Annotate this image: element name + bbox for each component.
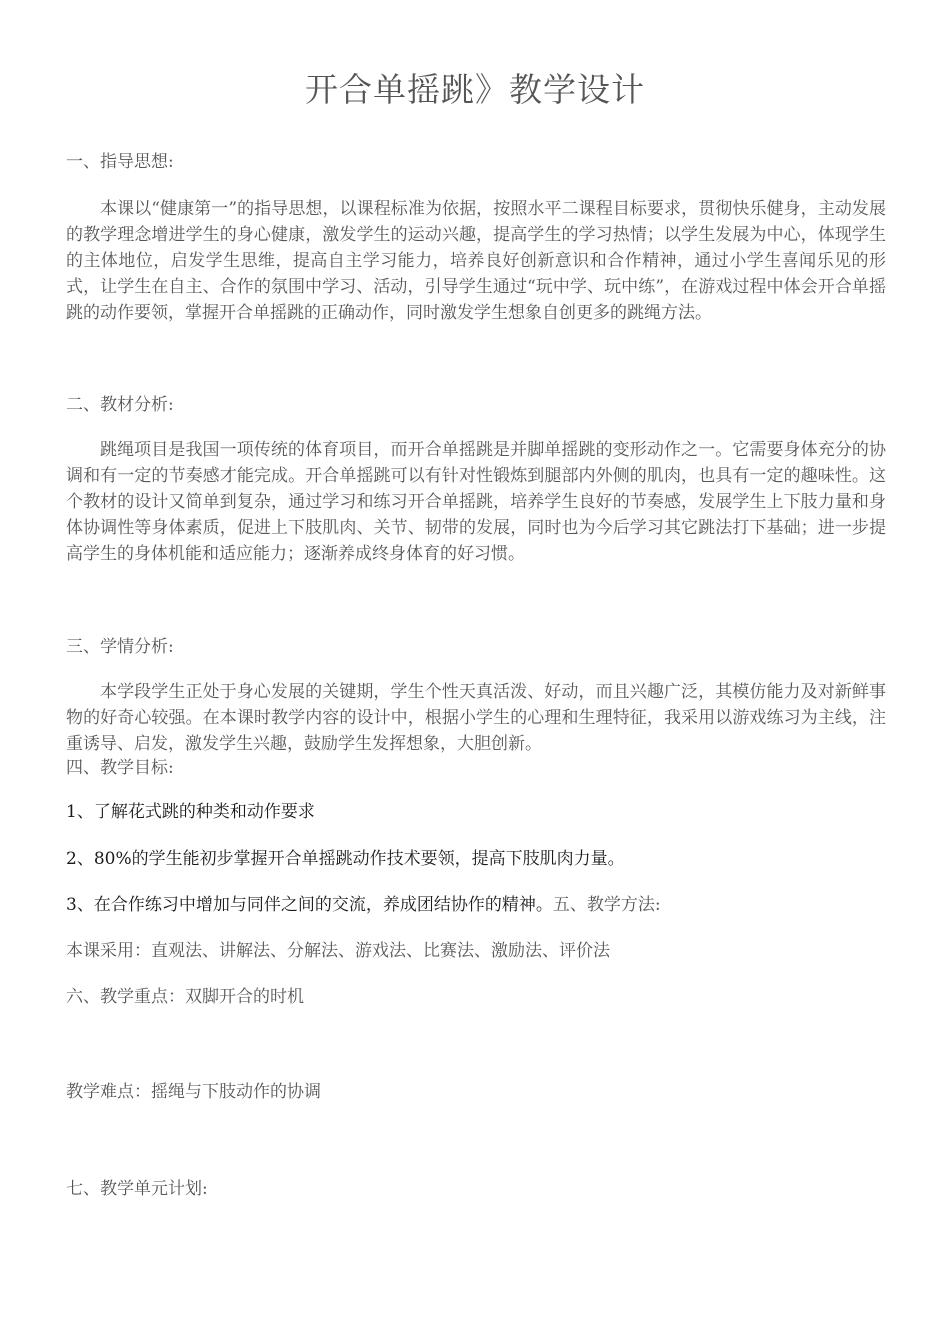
- document-title: 开合单摇跳》教学设计: [305, 70, 645, 109]
- goal-item-1: 1、了解花式跳的种类和动作要求: [66, 802, 315, 822]
- section-heading-material-analysis: 二、教材分析:: [66, 395, 174, 415]
- teaching-difficulty: 教学难点：摇绳与下肢动作的协调: [66, 1082, 321, 1102]
- section-heading-teaching-goals: 四、教学目标:: [66, 758, 174, 778]
- section-heading-unit-plan: 七、教学单元计划:: [66, 1179, 208, 1199]
- goal-item-2: 2、80%的学生能初步掌握开合单摇跳动作技术要领，提高下肢肌肉力量。: [66, 849, 625, 869]
- section-heading-teaching-methods: 五、教学方法:: [552, 895, 661, 915]
- section-heading-student-analysis: 三、学情分析:: [66, 637, 174, 657]
- section-heading-guiding-ideology: 一、指导思想:: [66, 152, 174, 172]
- goal-item-3: 3、在合作练习中增加与同伴之间的交流，养成团结协作的精神。: [66, 895, 553, 915]
- paragraph-teaching-methods: 本课采用：直观法、讲解法、分解法、游戏法、比赛法、激励法、评价法: [66, 941, 610, 961]
- paragraph-guiding-ideology: 本课以“健康第一”的指导思想，以课程标准为依据，按照水平二课程目标要求，贯彻快乐健身，主动发展的教学理念增进学生的身心健康，激发学生的运动兴趣，提高学生的学习热情；以学生发展为中心，体现学生的主体地位，启发学生思维，提高自主学习能力，培养良好创新意识和合作精神，通过小学生喜闻乐见的形式，让学生在自主、合作的氛围中学习、活动，引导学生通过“玩中学、玩中练”，在游戏过程中体会开合单摇跳的动作要领，掌握开合单摇跳的正确动作，同时激发学生想象自创更多的跳绳方法。: [66, 199, 886, 323]
- paragraph-student-analysis: 本学段学生正处于身心发展的关键期，学生个性天真活泼、好动，而且兴趣广泛，其模仿能力及对新鲜事物的好奇心较强。在本课时教学内容的设计中，根据小学生的心理和生理特征，我采用以游戏练习为主线，注重诱导、启发，激发学生兴趣，鼓励学生发挥想象，大胆创新。: [66, 682, 886, 754]
- paragraph-material-analysis: 跳绳项目是我国一项传统的体育项目，而开合单摇跳是并脚单摇跳的变形动作之一。它需要身体充分的协调和有一定的节奏感才能完成。开合单摇跳可以有针对性锻炼到腿部内外侧的肌肉，也具有一定的趣味性。这个教材的设计又简单到复杂，通过学习和练习开合单摇跳，培养学生良好的节奏感，发展学生上下肢力量和身体协调性等身体素质，促进上下肢肌肉、关节、韧带的发展，同时也为今后学习其它跳法打下基础；进一步提高学生的身体机能和适应能力；逐渐养成终身体育的好习惯。: [66, 440, 886, 564]
- section-heading-key-points: 六、教学重点：双脚开合的时机: [66, 987, 304, 1007]
- goal-item-3-row: [66, 893, 661, 917]
